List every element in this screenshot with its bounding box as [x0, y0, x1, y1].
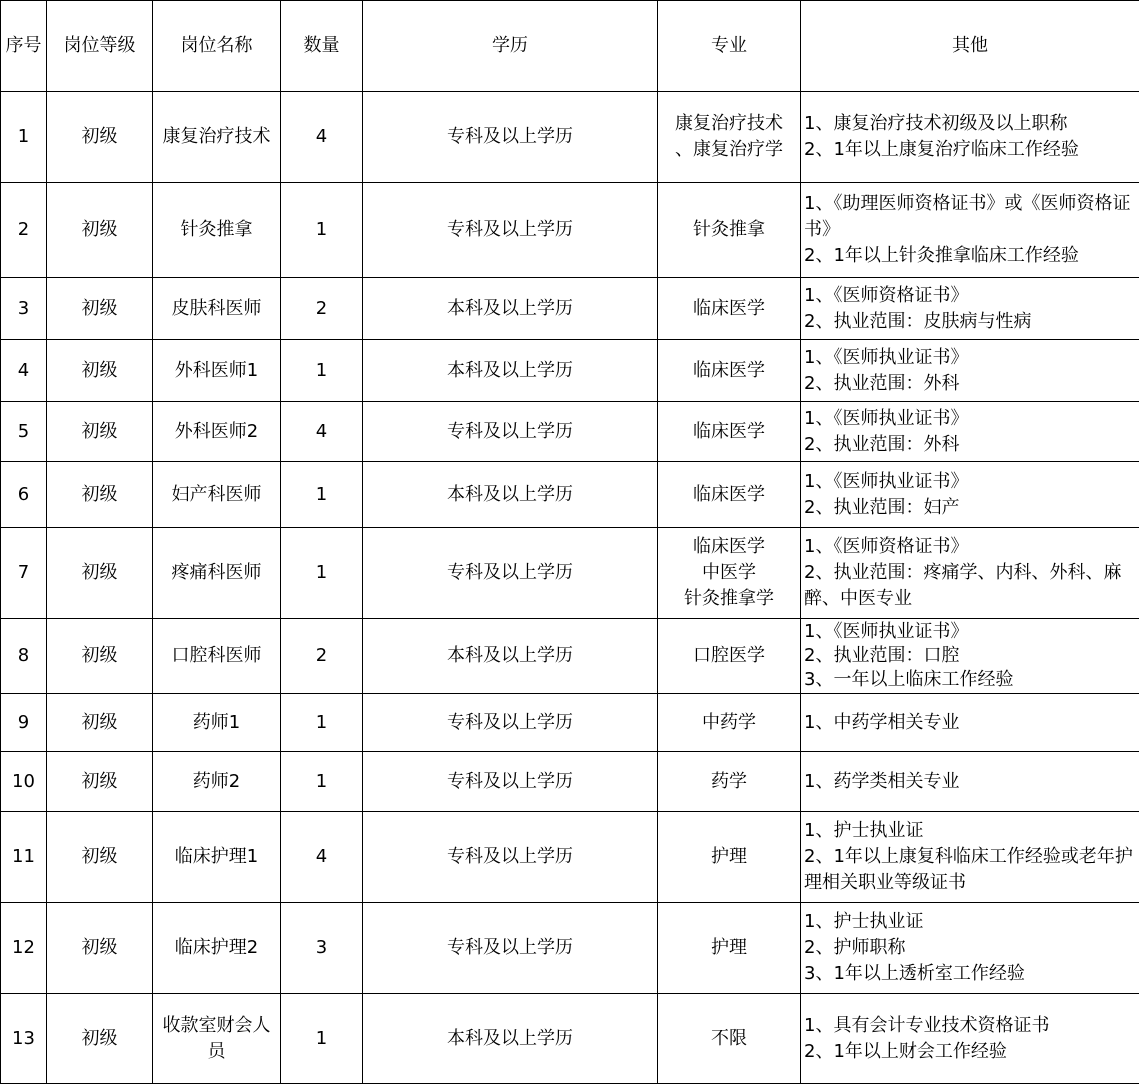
cell-major — [658, 278, 801, 340]
cell-count: 1 — [281, 340, 363, 402]
cell-index: 12 — [1, 903, 47, 994]
other-line: 1、《医师执业证书》 — [804, 346, 969, 368]
cell-other — [801, 92, 1139, 183]
cell-level: 初级 — [47, 340, 153, 402]
table-row — [1, 278, 1139, 340]
cell-index: 3 — [1, 278, 47, 340]
cell-level: 初级 — [47, 994, 153, 1084]
cell-level: 初级 — [47, 694, 153, 752]
cell-education: 专科及以上学历 — [363, 903, 658, 994]
cell-other — [801, 528, 1139, 619]
cell-position: 疼痛科医师 — [153, 528, 281, 619]
cell-count: 4 — [281, 402, 363, 462]
other-line: 2、执业范围：外科 — [804, 433, 960, 455]
cell-count: 1 — [281, 462, 363, 528]
cell-count: 1 — [281, 183, 363, 278]
header-index: 序号 — [1, 1, 47, 92]
table-row — [1, 340, 1139, 402]
cell-level: 初级 — [47, 462, 153, 528]
cell-other — [801, 694, 1139, 752]
table-row — [1, 462, 1139, 528]
other-line: 1、《医师执业证书》 — [804, 621, 969, 642]
cell-level: 初级 — [47, 92, 153, 183]
cell-education: 本科及以上学历 — [363, 619, 658, 694]
cell-index: 6 — [1, 462, 47, 528]
cell-other — [801, 462, 1139, 528]
major-line: 临床医学 — [693, 359, 765, 381]
cell-other — [801, 812, 1139, 903]
other-line: 2、1年以上针灸推拿临床工作经验 — [804, 245, 1079, 266]
cell-position: 外科医师1 — [153, 340, 281, 402]
cell-major — [658, 402, 801, 462]
table-row — [1, 812, 1139, 903]
other-line: 1、《医师资格证书》 — [804, 536, 969, 557]
cell-level: 初级 — [47, 278, 153, 340]
major-line: 不限 — [711, 1027, 747, 1049]
other-line: 2、1年以上财会工作经验 — [804, 1040, 1007, 1062]
cell-count: 2 — [281, 619, 363, 694]
cell-major — [658, 619, 801, 694]
other-line: 2、1年以上康复科临床工作经验或老年护理相关职业等级证书 — [804, 846, 1133, 893]
table-row — [1, 402, 1139, 462]
cell-other — [801, 994, 1139, 1084]
cell-education: 本科及以上学历 — [363, 462, 658, 528]
other-line: 2、执业范围：妇产 — [804, 496, 960, 518]
cell-major — [658, 462, 801, 528]
cell-other — [801, 903, 1139, 994]
other-line: 1、康复治疗技术初级及以上职称 — [804, 113, 1068, 134]
cell-level: 初级 — [47, 903, 153, 994]
cell-other — [801, 340, 1139, 402]
cell-index: 10 — [1, 752, 47, 812]
other-line: 1、《医师资格证书》 — [804, 284, 969, 306]
cell-index: 7 — [1, 528, 47, 619]
cell-major — [658, 752, 801, 812]
header-count: 数量 — [281, 1, 363, 92]
cell-major — [658, 812, 801, 903]
cell-position: 康复治疗技术 — [153, 92, 281, 183]
other-line: 3、一年以上临床工作经验 — [804, 669, 1014, 690]
other-line: 1、中药学相关专业 — [804, 711, 960, 733]
cell-index: 11 — [1, 812, 47, 903]
cell-level: 初级 — [47, 619, 153, 694]
header-position: 岗位名称 — [153, 1, 281, 92]
table-row — [1, 994, 1139, 1084]
cell-count: 1 — [281, 752, 363, 812]
cell-education: 专科及以上学历 — [363, 402, 658, 462]
other-line: 2、1年以上康复治疗临床工作经验 — [804, 139, 1079, 160]
cell-position: 临床护理1 — [153, 812, 281, 903]
other-line: 2、执业范围：疼痛学、内科、外科、麻醉、中医专业 — [804, 562, 1122, 609]
cell-education: 专科及以上学历 — [363, 528, 658, 619]
major-line: 、康复治疗学 — [675, 139, 783, 160]
major-line: 护理 — [711, 937, 747, 958]
cell-other — [801, 183, 1139, 278]
other-line: 3、1年以上透析室工作经验 — [804, 963, 1025, 984]
other-line: 1、护士执业证 — [804, 911, 924, 932]
cell-other — [801, 619, 1139, 694]
table-row — [1, 903, 1139, 994]
cell-other — [801, 752, 1139, 812]
cell-count: 4 — [281, 812, 363, 903]
table-row — [1, 528, 1139, 619]
cell-position: 药师1 — [153, 694, 281, 752]
major-line: 康复治疗技术 — [675, 113, 783, 134]
cell-education: 专科及以上学历 — [363, 752, 658, 812]
other-line: 1、具有会计专业技术资格证书 — [804, 1014, 1050, 1036]
header-level: 岗位等级 — [47, 1, 153, 92]
cell-position: 外科医师2 — [153, 402, 281, 462]
major-line: 中医学 — [702, 562, 756, 583]
cell-major — [658, 183, 801, 278]
cell-position: 妇产科医师 — [153, 462, 281, 528]
cell-other — [801, 278, 1139, 340]
major-line: 针灸推拿 — [693, 219, 765, 240]
cell-count: 1 — [281, 528, 363, 619]
major-line: 药学 — [711, 770, 747, 792]
cell-level: 初级 — [47, 812, 153, 903]
cell-count: 2 — [281, 278, 363, 340]
cell-education: 专科及以上学历 — [363, 694, 658, 752]
cell-position: 临床护理2 — [153, 903, 281, 994]
cell-education: 专科及以上学历 — [363, 183, 658, 278]
major-line: 临床医学 — [693, 483, 765, 505]
header-education: 学历 — [363, 1, 658, 92]
other-line: 2、执业范围：口腔 — [804, 645, 960, 666]
cell-major — [658, 340, 801, 402]
header-row — [1, 1, 1139, 92]
table-row — [1, 694, 1139, 752]
cell-education: 本科及以上学历 — [363, 340, 658, 402]
header-other: 其他 — [801, 1, 1139, 92]
major-line: 中药学 — [702, 711, 756, 733]
other-line: 1、《医师执业证书》 — [804, 470, 969, 492]
other-line: 2、护师职称 — [804, 937, 906, 958]
other-line: 2、执业范围：皮肤病与性病 — [804, 310, 1032, 332]
cell-level: 初级 — [47, 402, 153, 462]
cell-index: 5 — [1, 402, 47, 462]
header-major: 专业 — [658, 1, 801, 92]
cell-position: 针灸推拿 — [153, 183, 281, 278]
cell-level: 初级 — [47, 183, 153, 278]
cell-count: 1 — [281, 994, 363, 1084]
cell-position: 皮肤科医师 — [153, 278, 281, 340]
cell-education: 专科及以上学历 — [363, 92, 658, 183]
cell-index: 1 — [1, 92, 47, 183]
cell-major — [658, 694, 801, 752]
cell-major — [658, 92, 801, 183]
cell-major — [658, 994, 801, 1084]
major-line: 临床医学 — [693, 420, 765, 442]
cell-index: 2 — [1, 183, 47, 278]
cell-education: 本科及以上学历 — [363, 994, 658, 1084]
cell-major — [658, 528, 801, 619]
cell-position: 口腔科医师 — [153, 619, 281, 694]
table-row — [1, 752, 1139, 812]
table-row — [1, 183, 1139, 278]
other-line: 1、药学类相关专业 — [804, 770, 960, 792]
other-line: 1、《助理医师资格证书》或《医师资格证书》 — [804, 193, 1131, 240]
cell-index: 13 — [1, 994, 47, 1084]
cell-education: 本科及以上学历 — [363, 278, 658, 340]
cell-level: 初级 — [47, 528, 153, 619]
cell-education: 专科及以上学历 — [363, 812, 658, 903]
cell-level: 初级 — [47, 752, 153, 812]
cell-position: 收款室财会人员 — [153, 994, 281, 1084]
cell-count: 3 — [281, 903, 363, 994]
major-line: 临床医学 — [693, 297, 765, 319]
major-line: 临床医学 — [693, 536, 765, 557]
cell-other — [801, 402, 1139, 462]
cell-index: 9 — [1, 694, 47, 752]
major-line: 针灸推拿学 — [684, 588, 774, 609]
table-row — [1, 92, 1139, 183]
table-row — [1, 619, 1139, 694]
major-line: 口腔医学 — [693, 645, 765, 666]
other-line: 1、《医师执业证书》 — [804, 407, 969, 429]
cell-index: 8 — [1, 619, 47, 694]
cell-count: 4 — [281, 92, 363, 183]
cell-index: 4 — [1, 340, 47, 402]
cell-position: 药师2 — [153, 752, 281, 812]
major-line: 护理 — [711, 846, 747, 867]
cell-count: 1 — [281, 694, 363, 752]
other-line: 2、执业范围：外科 — [804, 372, 960, 394]
cell-major — [658, 903, 801, 994]
other-line: 1、护士执业证 — [804, 820, 924, 841]
